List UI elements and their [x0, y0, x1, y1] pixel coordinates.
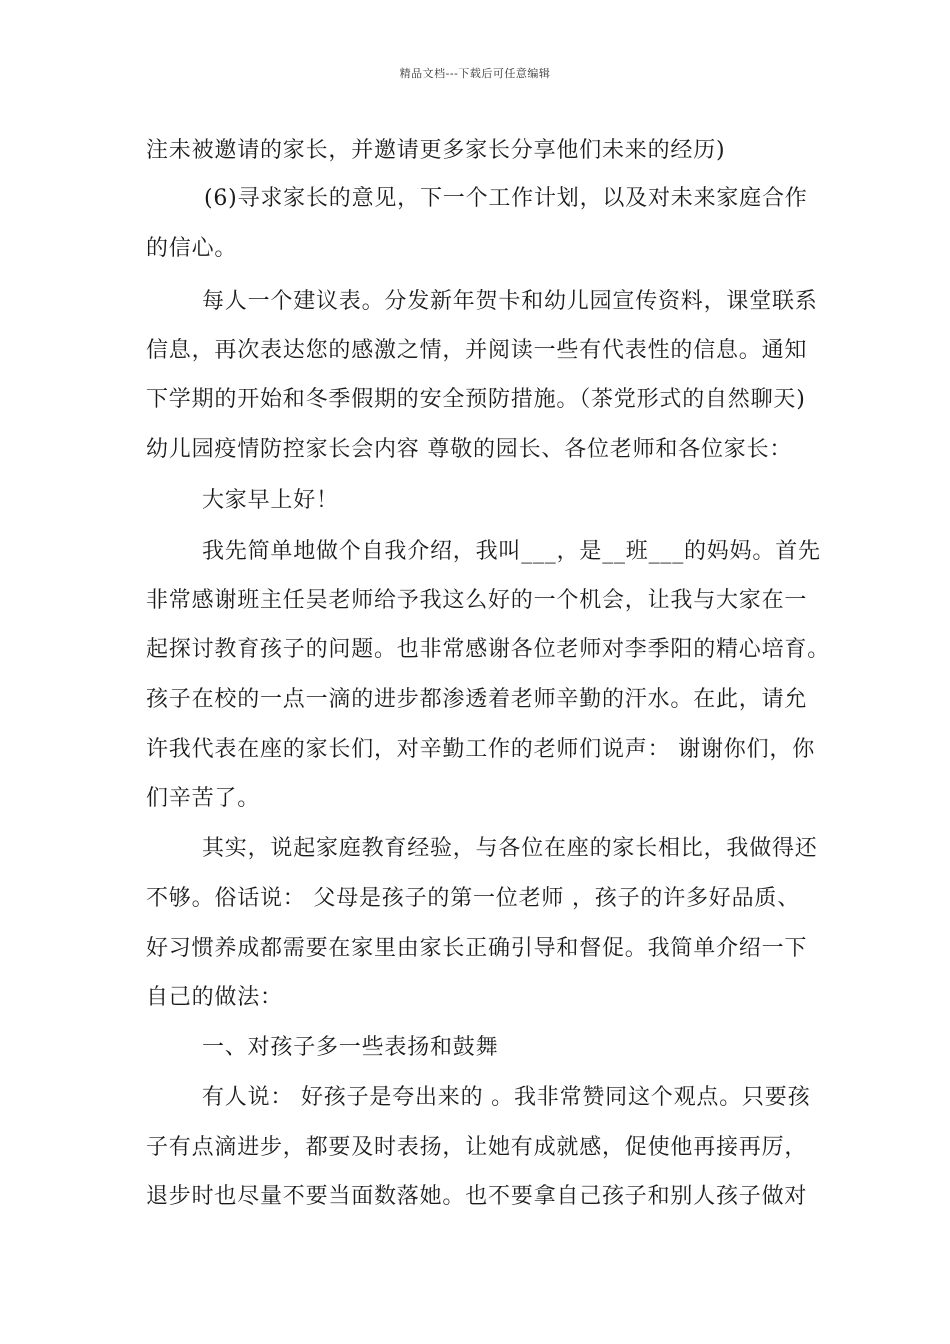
section-heading: 一、对孩子多一些表扬和鼓舞: [202, 1035, 499, 1060]
text-line: 孩子在校的一点一滴的进步都渗透着老师辛勤的汗水。在此，请允: [146, 687, 808, 712]
text-line: 退步时也尽量不要当面数落她。也不要拿自己孩子和别人孩子做对: [146, 1184, 808, 1209]
text-line: 许我代表在座的家长们，对辛勤工作的老师们说声： 谢谢你们，你: [146, 737, 815, 762]
text-line: 其实，说起家庭教育经验，与各位在座的家长相比，我做得还: [202, 836, 818, 861]
text-line: 非常感谢班主任吴老师给予我这么好的一个机会，让我与大家在一: [146, 588, 808, 613]
text-line: 信息，再次表达您的感激之情，并阅读一些有代表性的信息。通知: [146, 338, 808, 363]
text-line: 有人说： 好孩子是夸出来的 。我非常赞同这个观点。只要孩: [202, 1085, 811, 1110]
text-line: 的信心。: [146, 236, 238, 261]
text-line: 下学期的开始和冬季假期的安全预防措施。（茶党形式的自然聊天): [146, 387, 806, 412]
text-line: 自己的做法：: [146, 985, 283, 1010]
text-line: 我先简单地做个自我介绍，我叫___，是__班___的妈妈。首先: [202, 539, 821, 564]
text-line: 起探讨教育孩子的问题。也非常感谢各位老师对李季阳的精心培育。: [146, 637, 831, 662]
text-line: 好习惯养成都需要在家里由家长正确引导和督促。我简单介绍一下: [146, 936, 808, 961]
text-line: (6)寻求家长的意见，下一个工作计划，以及对未来家庭合作: [204, 186, 808, 211]
text-line: 们辛苦了。: [146, 786, 261, 811]
page-header: 精品文档---下载后可任意编辑: [399, 67, 551, 80]
text-line: 每人一个建议表。分发新年贺卡和幼儿园宣传资料，课堂联系: [202, 289, 818, 314]
text-line: 大家早上好！: [202, 488, 339, 513]
text-line: 注未被邀请的家长，并邀请更多家长分享他们未来的经历): [146, 138, 726, 163]
text-line: 子有点滴进步，都要及时表扬，让她有成就感，促使他再接再厉，: [146, 1135, 808, 1160]
text-line: 不够。俗话说： 父母是孩子的第一位老师 ，孩子的许多好品质、: [146, 886, 800, 911]
text-line: 幼儿园疫情防控家长会内容 尊敬的园长、各位老师和各位家长：: [146, 437, 793, 462]
